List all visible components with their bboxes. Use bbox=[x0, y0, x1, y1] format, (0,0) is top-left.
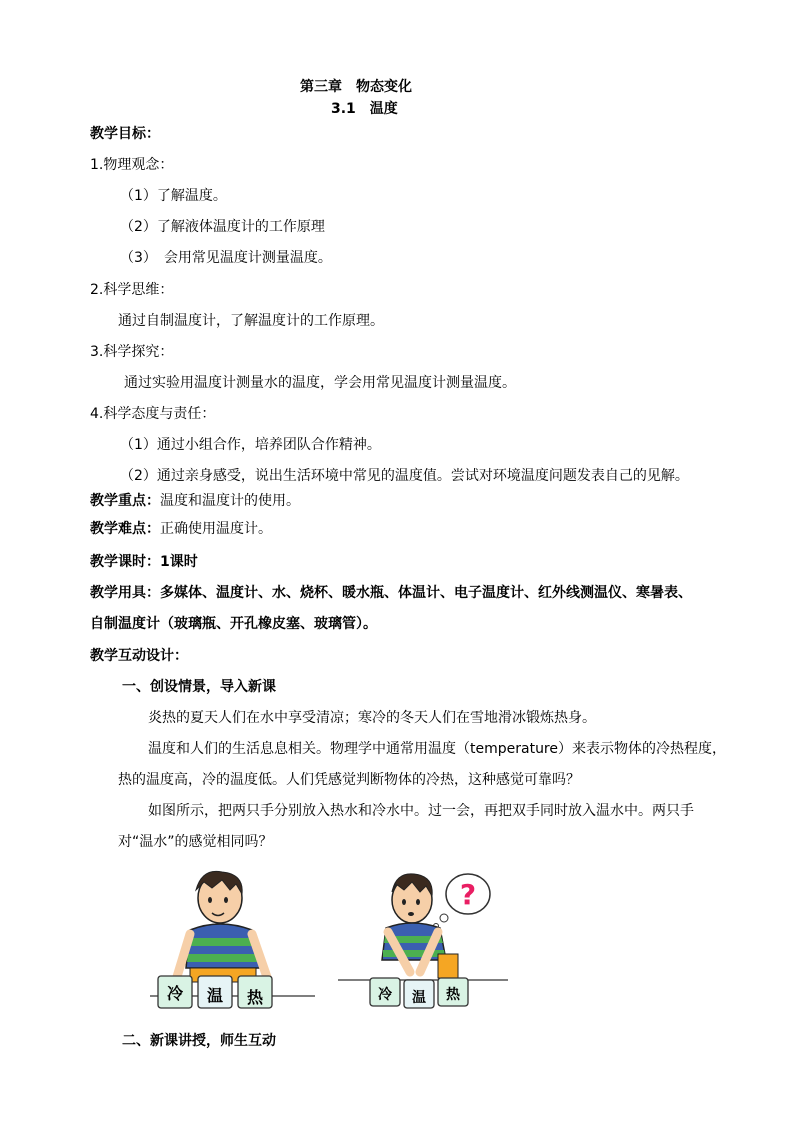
objective-3-heading: 3.科学探究： bbox=[90, 344, 174, 360]
right-hot-label: 热 bbox=[446, 987, 460, 1003]
right-warm-label: 温 bbox=[412, 990, 426, 1006]
objectives-heading: 教学目标： bbox=[90, 126, 160, 142]
key-point-label: 教学重点： bbox=[90, 493, 160, 509]
objective-1-heading: 1.物理观念： bbox=[90, 157, 174, 173]
question-mark-icon: ? bbox=[459, 878, 477, 911]
objective-4-heading: 4.科学态度与责任： bbox=[90, 406, 216, 422]
right-cold-label: 冷 bbox=[378, 987, 392, 1003]
part-1-paragraph-3-line-2: 对“温水”的感觉相同吗？ bbox=[118, 834, 273, 850]
key-point-text: 温度和温度计的使用。 bbox=[160, 493, 300, 509]
left-cold-label: 冷 bbox=[166, 984, 184, 1003]
part-1-paragraph-2-line-1: 温度和人们的生活息息相关。物理学中通常用温度（temperature）来表示物体的冷热程度， bbox=[148, 741, 726, 757]
right-hands-in-warm-water-illustration bbox=[338, 868, 508, 1018]
boy-shorts bbox=[438, 954, 458, 978]
left-warm-label: 温 bbox=[206, 986, 224, 1005]
objective-1-item-1: （1）了解温度。 bbox=[120, 188, 227, 204]
left-hot-label: 热 bbox=[246, 988, 264, 1007]
section-title: 3.1 温度 bbox=[331, 101, 398, 117]
objective-1-item-3: （3） 会用常见温度计测量温度。 bbox=[120, 250, 332, 266]
class-hours: 教学课时：1课时 bbox=[90, 554, 198, 570]
part-1-paragraph-3-line-1: 如图所示，把两只手分别放入热水和冷水中。过一会，再把双手同时放入温水中。两只手 bbox=[148, 803, 694, 819]
difficulty-text: 正确使用温度计。 bbox=[160, 521, 272, 537]
left-hands-in-water-illustration bbox=[150, 868, 315, 1018]
objective-4-item-1: （1）通过小组合作，培养团队合作精神。 bbox=[120, 437, 381, 453]
part-1-paragraph-2-line-2: 热的温度高，冷的温度低。人们凭感觉判断物体的冷热，这种感觉可靠吗？ bbox=[118, 772, 580, 788]
tools-line-1: 教学用具：多媒体、温度计、水、烧杯、暖水瓶、体温计、电子温度计、红外线测温仪、寒暑表、 bbox=[90, 585, 692, 601]
design-heading: 教学互动设计： bbox=[90, 648, 188, 664]
part-1-paragraph-1: 炎热的夏天人们在水中享受清凉；寒冷的冬天人们在雪地滑冰锻炼热身。 bbox=[148, 710, 596, 726]
part-1-heading: 一、创设情景，导入新课 bbox=[122, 679, 276, 695]
difficulty-label: 教学难点： bbox=[90, 521, 160, 537]
key-point bbox=[90, 492, 300, 510]
tools-line-2: 自制温度计（玻璃瓶、开孔橡皮塞、玻璃管）。 bbox=[90, 616, 377, 632]
objective-2-text: 通过自制温度计，了解温度计的工作原理。 bbox=[118, 313, 384, 329]
objective-3-text: 通过实验用温度计测量水的温度，学会用常见温度计测量温度。 bbox=[124, 375, 516, 391]
objective-2-heading: 2.科学思维： bbox=[90, 282, 174, 298]
objective-1-item-2: （2）了解液体温度计的工作原理 bbox=[120, 219, 325, 235]
part-2-heading: 二、新课讲授，师生互动 bbox=[122, 1033, 276, 1049]
difficulty bbox=[90, 520, 272, 538]
chapter-title: 第三章 物态变化 bbox=[300, 79, 412, 95]
objective-4-item-2: （2）通过亲身感受，说出生活环境中常见的温度值。尝试对环境温度问题发表自己的见解。 bbox=[120, 468, 689, 484]
